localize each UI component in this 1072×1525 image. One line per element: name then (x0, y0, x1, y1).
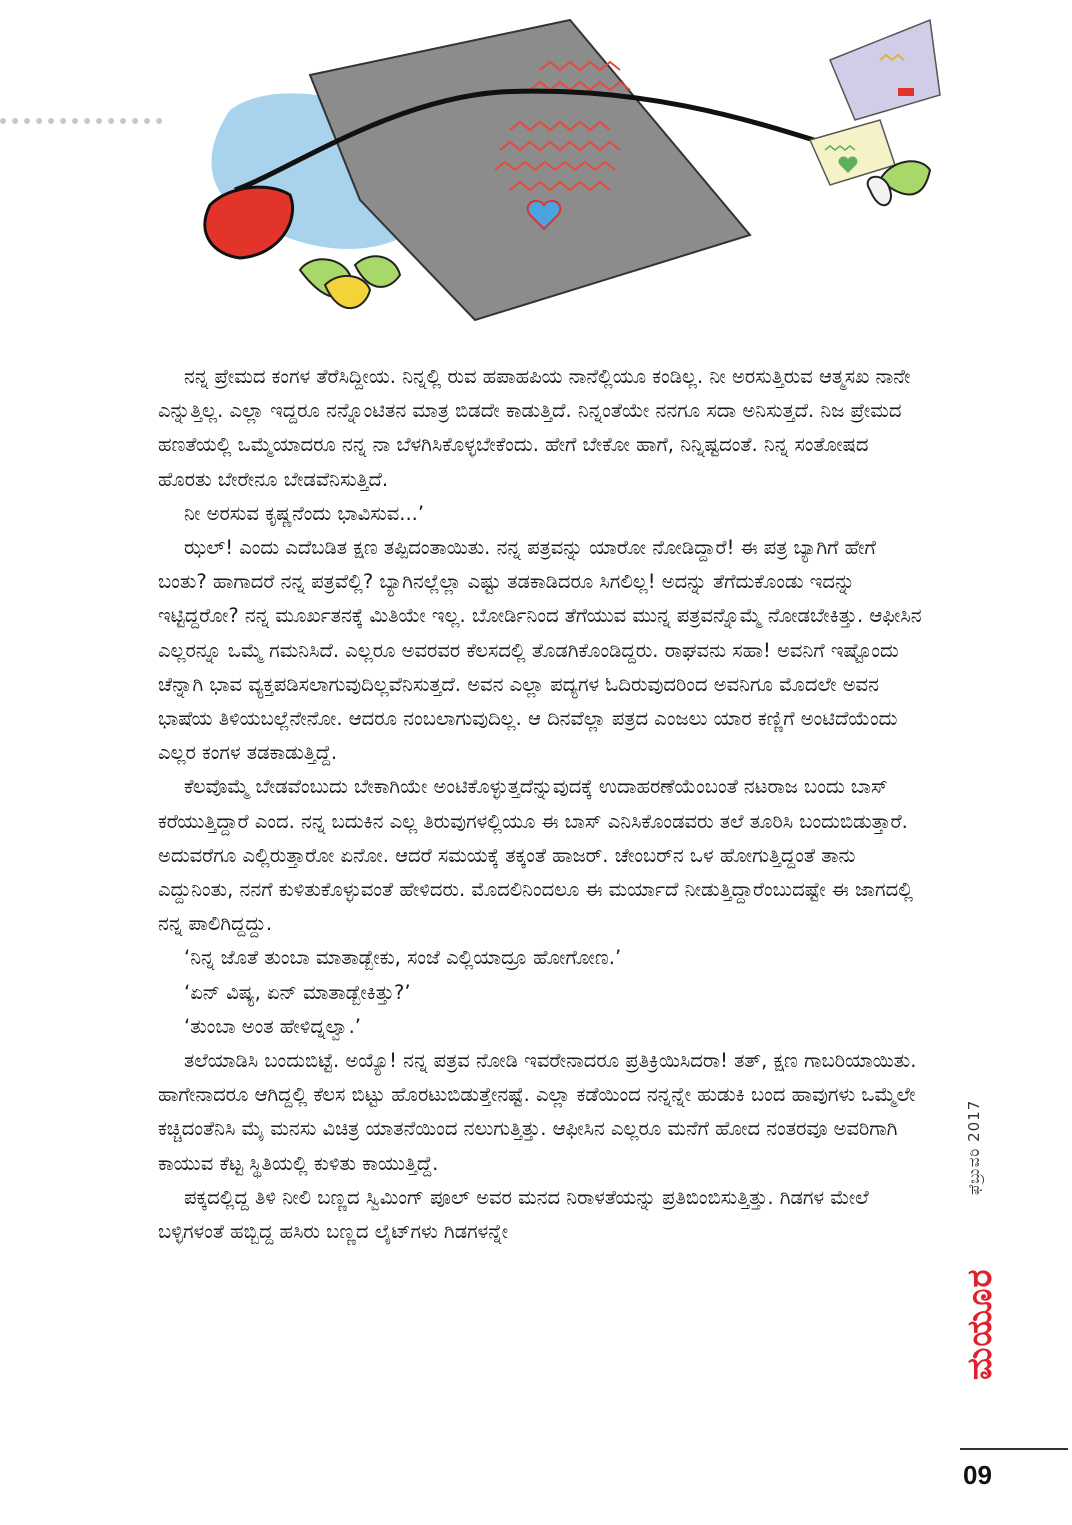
story-illustration (190, 0, 950, 345)
dialogue-line: ‘ಏನ್ ವಿಷ್ಯ, ಏನ್ ಮಾತಾಡ್ಬೇಕಿತ್ತು?’ (184, 980, 411, 1004)
magazine-brand: ಮಯೂರ (960, 1268, 1000, 1380)
red-mark (898, 88, 914, 96)
paragraph: ನೀ ಅರಸುವ ಕೃಷ್ಣನೆಂದು ಭಾವಿಸುವ...’ (184, 501, 425, 525)
paragraph: ಝಲ್! ಎಂದು ಎದೆಬಡಿತ ಕ್ಷಣ ತಪ್ಪಿದಂತಾಯಿತು. ನನ್ನ ಪತ್ರವನ್ನು ಯಾರೋ ನೋಡಿದ್ದಾರೆ! ಈ ಪತ್ರ ಬ್ಯಾಗಿಗೆ ಹೇಗೆ ಬಂತು? ಹಾಗಾದರೆ ನನ್ನ ಪತ್ರವೆಲ್ಲಿ? ಬ್ಯಾಗಿನಲ್ಲೆಲ್ಲಾ ಎಷ್ಟು ತಡಕಾಡಿದರೂ ಸಿಗಲಿಲ್ಲ! ಅದನ್ನು ತೆಗೆದುಕೊಂಡು ಇದನ್ನು ಇಟ್ಟಿದ್ದರೋ? ನನ್ನ ಮೂರ್ಖತನಕ್ಕೆ ಮಿತಿಯೇ ಇಲ್ಲ. ಬೋರ್ಡಿನಿಂದ ತೆಗೆಯುವ ಮುನ್ನ ಪತ್ರವನ್ನೊಮ್ಮೆ ನೋಡಬೇಕಿತ್ತು. ಆಫೀಸಿನ ಎಲ್ಲರನ್ನೂ ಒಮ್ಮೆ ಗಮನಿಸಿದೆ. ಎಲ್ಲರೂ ಅವರವರ ಕೆಲಸದಲ್ಲಿ ತೊಡಗಿಕೊಂಡಿದ್ದರು. ರಾಘವನು ಸಹಾ! ಅವನಿಗೆ ಇಷ್ಟೊಂದು ಚೆನ್ನಾಗಿ ಭಾವ ವ್ಯಕ್ತಪಡಿಸಲಾಗುವುದಿಲ್ಲವೆನಿಸುತ್ತದೆ. ಅವನ ಎಲ್ಲಾ ಪದ್ಯಗಳ ಓದಿರುವುದರಿಂದ ಅವನಿಗೂ ಮೊದಲೇ ಅವನ ಭಾಷೆಯ ತಿಳಿಯಬಲ್ಲೆನೇನೋ. ಆದರೂ ನಂಬಲಾಗುವುದಿಲ್ಲ. ಆ ದಿನವೆಲ್ಲಾ ಪತ್ರದ ಎಂಜಲು ಯಾರ ಕಣ್ಣಿಗೆ ಅಂಟಿದೆಯೆಂದು ಎಲ್ಲರ ಕಂಗಳ ತಡಕಾಡುತ್ತಿದ್ದೆ. (158, 536, 922, 765)
page-number-rule (960, 1448, 1068, 1450)
purple-paper (830, 20, 940, 120)
red-shape (205, 187, 293, 258)
issue-date: ಫೆಬ್ರುವರಿ 2017 (965, 1099, 983, 1195)
decorative-dots (0, 114, 170, 128)
paragraph: ಕೆಲವೊಮ್ಮೆ ಬೇಡವೆಂಬುದು ಬೇಕಾಗಿಯೇ ಅಂಟಿಕೊಳ್ಳುತ್ತದೆನ್ನುವುದಕ್ಕೆ ಉದಾಹರಣೆಯೆಂಬಂತೆ ನಟರಾಜ ಬಂದು ಬಾಸ್ ಕರೆಯುತ್ತಿದ್ದಾರೆ ಎಂದ. ನನ್ನ ಬದುಕಿನ ಎಲ್ಲ ತಿರುವುಗಳಲ್ಲಿಯೂ ಈ ಬಾಸ್ ಎನಿಸಿಕೊಂಡವರು ತಲೆ ತೂರಿಸಿ ಬಂದುಬಿಡುತ್ತಾರೆ. ಅದುವರೆಗೂ ಎಲ್ಲಿರುತ್ತಾರೋ ಏನೋ. ಆದರೆ ಸಮಯಕ್ಕೆ ತಕ್ಕಂತೆ ಹಾಜರ್. ಚೇಂಬರ್‌ನ ಒಳ ಹೋಗುತ್ತಿದ್ದಂತೆ ತಾನು ಎದ್ದುನಿಂತು, ನನಗೆ ಕುಳಿತುಕೊಳ್ಳುವಂತೆ ಹೇಳಿದರು. ಮೊದಲಿನಿಂದಲೂ ಈ ಮರ್ಯಾದೆ ನೀಡುತ್ತಿದ್ದಾರೆಂಬುದಷ್ಟೇ ಈ ಜಾಗದಲ್ಲಿ ನನ್ನ ಪಾಲಿಗಿದ್ದದ್ದು. (158, 775, 913, 936)
paragraph: ತಲೆಯಾಡಿಸಿ ಬಂದುಬಿಟ್ಟೆ. ಅಯ್ಯೊ! ನನ್ನ ಪತ್ರವ ನೋಡಿ ಇವರೇನಾದರೂ ಪ್ರತಿಕ್ರಿಯಿಸಿದರಾ! ತತ್, ಕ್ಷಣ ಗಾಬರಿಯಾಯಿತು. ಹಾಗೇನಾದರೂ ಆಗಿದ್ದಲ್ಲಿ ಕೆಲಸ ಬಿಟ್ಟು ಹೊರಟುಬಿಡುತ್ತೇನಷ್ಟೆ. ಎಲ್ಲಾ ಕಡೆಯಿಂದ ನನ್ನನ್ನೇ ಹುಡುಕಿ ಬಂದ ಹಾವುಗಳು ಒಮ್ಮೆಲೇ ಕಚ್ಚಿದಂತೆನಿಸಿ ಮೈ ಮನಸು ವಿಚಿತ್ರ ಯಾತನೆಯಿಂದ ನಲುಗುತ್ತಿತ್ತು. ಆಫೀಸಿನ ಎಲ್ಲರೂ ಮನೆಗೆ ಹೋದ ನಂತರವೂ ಅವರಿಗಾಗಿ ಕಾಯುವ ಕೆಟ್ಟ ಸ್ಥಿತಿಯಲ್ಲಿ ಕುಳಿತು ಕಾಯುತ್ತಿದ್ದೆ. (158, 1049, 917, 1175)
page-number: 09 (963, 1460, 992, 1490)
paragraph: ಪಕ್ಕದಲ್ಲಿದ್ದ ತಿಳಿ ನೀಲಿ ಬಣ್ಣದ ಸ್ವಿಮಿಂಗ್ ಪೂಲ್ ಅವರ ಮನದ ನಿರಾಳತೆಯನ್ನು ಪ್ರತಿಬಿಂಬಿಸುತ್ತಿತ್ತು. ಗಿಡಗಳ ಮೇಲೆ ಬಳ್ಳಿಗಳಂತೆ ಹಬ್ಬಿದ್ದ ಹಸಿರು ಬಣ್ಣದ ಲೈಟ್‌ಗಳು ಗಿಡಗಳನ್ನೇ (158, 1185, 869, 1244)
paragraph: ನನ್ನ ಪ್ರೇಮದ ಕಂಗಳ ತೆರೆಸಿದ್ದೀಯ. ನಿನ್ನಲ್ಲಿ ರುವ ಹಪಾಹಪಿಯ ನಾನೆಲ್ಲಿಯೂ ಕಂಡಿಲ್ಲ. ನೀ ಅರಸುತ್ತಿರುವ ಆತ್ಮಸಖ ನಾನೇ ಎನ್ನುತ್ತಿಲ್ಲ. ಎಲ್ಲಾ ಇದ್ದರೂ ನನ್ನೊಂಟಿತನ ಮಾತ್ರ ಬಿಡದೇ ಕಾಡುತ್ತಿದೆ. ನಿನ್ನಂತೆಯೇ ನನಗೂ ಸದಾ ಅನಿಸುತ್ತದೆ. ನಿಜ ಪ್ರೇಮದ ಹಣತೆಯಲ್ಲಿ ಒಮ್ಮೆಯಾದರೂ ನನ್ನ ನಾ ಬೆಳಗಿಸಿಕೊಳ್ಳಬೇಕೆಂದು. ಹೇಗೆ ಬೇಕೋ ಹಾಗೆ, ನಿನ್ನಿಷ್ಟದಂತೆ. ನಿನ್ನ ಸಂತೋಷದ ಹೊರತು ಬೇರೇನೂ ಬೇಡವೆನಿಸುತ್ತಿದೆ. (158, 365, 911, 491)
leaf-bottom-2 (325, 276, 370, 308)
dialogue-line: ‘ತುಂಬಾ ಅಂತ ಹೇಳಿದ್ನಲ್ವಾ.’ (184, 1014, 361, 1038)
dialogue-line: ‘ನಿನ್ನ ಜೊತೆ ತುಂಬಾ ಮಾತಾಡ್ಬೇಕು, ಸಂಜೆ ಎಲ್ಲಿಯಾದ್ರೂ ಹೋಗೋಣ.’ (184, 946, 622, 970)
article-body (158, 360, 928, 1249)
